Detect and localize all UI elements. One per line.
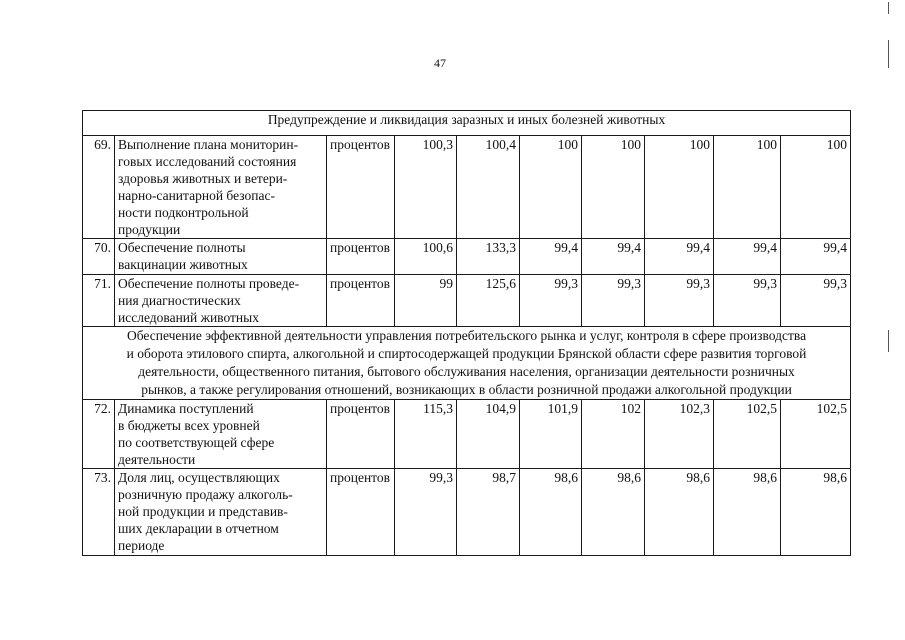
value-cell: 125,6 <box>457 275 520 327</box>
value-cell: 100 <box>645 136 714 239</box>
page-number: 47 <box>434 56 446 70</box>
table-row <box>83 469 851 556</box>
row-number: 73. <box>83 469 115 556</box>
value-cell: 98,6 <box>582 469 645 556</box>
row-number: 71. <box>83 275 115 327</box>
table-row <box>83 239 851 275</box>
indicator-name: Доля лиц, осуществляющих розничную продажу алкоголь- ной продукции и представив- ших декларации в отчетном периоде <box>115 469 327 556</box>
unit-cell: процентов <box>327 136 395 239</box>
section-title: Обеспечение эффективной деятельности управления потребительского рынка и услуг, контроля в сфере производства и оборота этилового спирта, алкогольной и спиртосодержащей продукции Брянской области сфере развития торговой деятельности, общественного питания, бытового обслуживания населения, организации деятельности розничных рынков, а также регулирования отношений, возникающих в области розничной продажи алкогольной продукции <box>83 327 851 400</box>
row-number: 72. <box>83 400 115 469</box>
row-number: 69. <box>83 136 115 239</box>
value-cell: 115,3 <box>395 400 457 469</box>
value-cell: 99,4 <box>645 239 714 275</box>
value-cell: 100 <box>714 136 781 239</box>
value-cell: 100 <box>520 136 582 239</box>
value-cell: 99,4 <box>520 239 582 275</box>
unit-cell: процентов <box>327 469 395 556</box>
indicator-name: Динамика поступлений в бюджеты всех уровней по соответствующей сфере деятельности <box>115 400 327 469</box>
value-cell: 99,4 <box>781 239 851 275</box>
value-cell: 98,6 <box>781 469 851 556</box>
value-cell: 98,6 <box>645 469 714 556</box>
value-cell: 100,6 <box>395 239 457 275</box>
indicator-name: Выполнение плана мониторин- говых исследований состояния здоровья животных и ветери- нарно-санитарной безопас- ности подконтрольной продукции <box>115 136 327 239</box>
table-row <box>83 275 851 327</box>
value-cell: 100,4 <box>457 136 520 239</box>
value-cell: 99,3 <box>582 275 645 327</box>
value-cell: 102,5 <box>714 400 781 469</box>
scan-mark-margin <box>888 40 889 68</box>
value-cell: 99,3 <box>395 469 457 556</box>
value-cell: 99,4 <box>714 239 781 275</box>
value-cell: 133,3 <box>457 239 520 275</box>
value-cell: 104,9 <box>457 400 520 469</box>
value-cell: 98,6 <box>714 469 781 556</box>
section-title: Предупреждение и ликвидация заразных и иных болезней животных <box>83 111 851 136</box>
value-cell: 100 <box>582 136 645 239</box>
table-row <box>83 400 851 469</box>
value-cell: 98,7 <box>457 469 520 556</box>
value-cell: 102 <box>582 400 645 469</box>
section-header-row <box>83 327 851 400</box>
value-cell: 102,3 <box>645 400 714 469</box>
value-cell: 99,3 <box>520 275 582 327</box>
row-number: 70. <box>83 239 115 275</box>
table-row <box>83 136 851 239</box>
scan-mark-top <box>888 2 889 14</box>
unit-cell: процентов <box>327 239 395 275</box>
indicator-name: Обеспечение полноты вакцинации животных <box>115 239 327 275</box>
unit-cell: процентов <box>327 400 395 469</box>
scan-mark-margin-lower <box>888 330 889 352</box>
value-cell: 102,5 <box>781 400 851 469</box>
value-cell: 99,3 <box>781 275 851 327</box>
value-cell: 101,9 <box>520 400 582 469</box>
indicators-table <box>82 110 851 556</box>
value-cell: 99 <box>395 275 457 327</box>
value-cell: 100,3 <box>395 136 457 239</box>
unit-cell: процентов <box>327 275 395 327</box>
section-header-row <box>83 111 851 136</box>
value-cell: 99,4 <box>582 239 645 275</box>
value-cell: 99,3 <box>645 275 714 327</box>
value-cell: 98,6 <box>520 469 582 556</box>
value-cell: 100 <box>781 136 851 239</box>
value-cell: 99,3 <box>714 275 781 327</box>
indicator-name: Обеспечение полноты проведе- ния диагностических исследований животных <box>115 275 327 327</box>
